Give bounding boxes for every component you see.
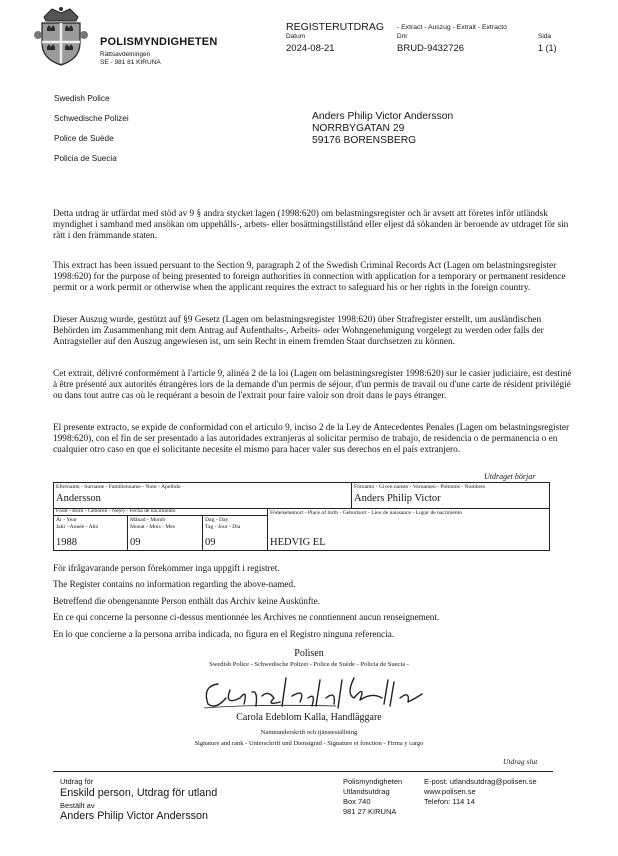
extract-begins-label: Utdraget börjar [484, 472, 536, 481]
result-line: En ce qui concerne la personne ci-dessus mentionnée les Archives ne conntiennent aucun renseignement. [53, 612, 440, 623]
birthplace-value: HEDVIG EL [270, 537, 326, 548]
paragraph-swedish: Detta utdrag är utfärdat med stöd av 9 § andra stycket lagen (1998:620) om belastningsregister och är avsett att företes inför utländsk myndighet i samband med ansökan om uppehålls-, arbets- eller bosättningstillstånd eller eljest då sökanden är beroende av utdraget för sin rätt i den främmande staten. [53, 209, 569, 242]
agency-name: POLISMYNDIGHETEN [100, 36, 218, 48]
signature-caption: Namnunderskrift och tjänsteställning [260, 729, 358, 736]
month-label-translations: Monat - Mois - Mes [130, 524, 176, 530]
form-divider [351, 482, 352, 509]
recipient-address [312, 111, 453, 147]
birth-year: 1988 [56, 537, 77, 548]
police-coat-of-arms [32, 5, 90, 67]
organisation-line: 981 27 KIRUNA [343, 807, 397, 816]
document-type: REGISTERUTDRAG [286, 21, 385, 33]
organisation-line: Utlandsutdrag [343, 787, 390, 796]
dnr-label: Dnr [397, 33, 408, 40]
paragraph-german: Dieser Auszug wurde, gestützt auf §9 Gesetz (Lagen om belastningsregister 1998:620) über Strafregister erstellt, um ausländischen Behörden im Zusammenhang mit dem Antrag auf Aufenthalts-, Arbeits- oder Wohngenehmigung vorgelegt zu werden oder falls der Antragsteller auf den Auszug angewiesen ist, um sein Recht in einem fremden Staat durchsetzen zu können. [53, 315, 544, 348]
requester-value: Anders Philip Victor Andersson [60, 810, 209, 822]
document-type-translations: - Extract - Auszug - Extrait - Extracto [397, 24, 507, 31]
page-number: 1 (1) [538, 43, 557, 53]
year-label: År - Year [56, 517, 77, 523]
requester-label: Beställt av [60, 801, 95, 810]
year-label-translations: Jahr - Année - Año [56, 524, 99, 530]
day-label: Dag - Day [205, 517, 229, 523]
given-names-value: Anders Philip Victor [354, 493, 441, 504]
dnr-value: BRUD-9432726 [397, 43, 465, 54]
register-result [53, 560, 439, 642]
paragraph-french: Cet extrait, délivré conformément à l'article 9, alinéa 2 de la loi (Lagen om belastningsregister 1998:620) sur le casier judiciaire, est destiné à être présenté aux autorités étrangères lors de la demande d'un permis de séjour, d'un permis de travail ou d'une carte de résident privilégié ou dans tout autre cas où le requérant a besoin de l'extrait pour faire valoir son droit dans le pays étranger. [53, 369, 572, 402]
footer-divider [53, 771, 553, 772]
result-line: The Register contains no information regarding the above-named. [53, 579, 296, 590]
purpose-label: Utdrag för [60, 777, 94, 786]
birth-date-label: Född - Born - Geboren - Né(e) - Fecha de nacimiento [56, 508, 176, 514]
birth-day: 09 [205, 537, 216, 548]
form-divider [267, 508, 268, 551]
agency-address: SE - 981 81 KIRUNA [100, 59, 161, 66]
sender-line: Policia de Suecia [54, 154, 117, 163]
issuing-authority: Polisen [294, 648, 324, 659]
sender-line: Swedish Police [54, 94, 110, 103]
handwritten-signature [196, 672, 436, 712]
day-label-translations: Tag - Jour - Dia [205, 524, 241, 530]
surname-label: Efternamn - Surname - Familienname - Nom - Apellido [56, 484, 181, 490]
surname-value: Andersson [56, 493, 101, 504]
organisation-line: Box 740 [343, 797, 371, 806]
purpose-value: Enskild person, Utdrag för utland [60, 787, 218, 799]
signer-name-title: Carola Edeblom Kalla, Handläggare [236, 712, 382, 723]
recipient-name: Anders Philip Victor Andersson [312, 111, 454, 122]
paragraph-english: This extract has been issued persuant to the Section 9, paragraph 2 of the Swedish Criminal Records Act (Lagen om belastningsregister 1998:620) for the purpose of being presented to foreign authorities in connection with application for a temporary or permanent residence permit or a work permit or otherwise when the applicant requires the extract to safeguard his or her rights in the foreign country. [53, 261, 566, 294]
recipient-street: NORRBYGATAN 29 [312, 123, 405, 134]
footer-organisation [343, 777, 402, 817]
signature-caption-translations: Signature and rank - Unterschrift und Dienstgrad - Signature et fonction - Firma y cargo [194, 740, 424, 747]
month-label: Månad - Month [130, 517, 166, 523]
result-line: En lo que concierne a la persona arriba indicada, no figura en el Registro ninguna referencia. [53, 628, 395, 639]
paragraph-spanish: El presente extracto, se expide de conformidad con el articulo 9, inciso 2 de la Ley de Antecedentes Penales (Lagen om belastningsregister 1998:620), con el fin de ser presentado a las autoridades extranjeras al solicitar permiso de trabajo, de residencia o de permanencia o en cualquier otro caso en que el solicitante necesite el mismo para hacer valer sus derechos en el país extranjero. [53, 423, 570, 456]
organisation-line: Polismyndigheten [343, 777, 403, 786]
birthplace-label: Födelsehemort - Place of birth - Geburtsort - Lieu de naissance - Lugar de nacimiento [270, 510, 462, 516]
agency-department: Rättsavdelningen [100, 51, 151, 58]
result-line: Betreffend die obengenannte Person enthält das Archiv keine Auskünfte. [53, 595, 320, 606]
birth-month: 09 [130, 537, 141, 548]
form-divider [53, 515, 267, 516]
document-date: 2024-08-21 [286, 43, 335, 54]
result-line: För ifrågavarande person förekommer inga uppgift i registret. [53, 563, 280, 573]
date-label: Datum [286, 33, 306, 40]
form-divider [127, 515, 128, 551]
contact-phone: Telefon: 114 14 [424, 797, 475, 806]
form-divider [202, 515, 203, 551]
legal-basis-text [53, 209, 575, 457]
page-label: Sida [538, 33, 552, 40]
recipient-city: 59176 BORENSBERG [312, 135, 417, 146]
given-names-label: Förnamn - Given names - Vornamen - Prénoms - Nombres [354, 484, 486, 490]
footer-contact [424, 777, 537, 807]
contact-website[interactable]: www.polisen.se [424, 787, 476, 796]
extract-ends-label: Utdrag slut [503, 757, 538, 766]
issuing-authority-translations: Swedish Police - Schwedische Polizei - Police de Suède - Policia de Suecia - [209, 661, 409, 668]
contact-email[interactable]: E-post: utlandsutdrag@polisen.se [424, 777, 537, 786]
sender-line: Police de Suède [54, 134, 114, 143]
sender-line: Schwedische Polizei [54, 114, 129, 123]
sender-block [54, 89, 129, 169]
